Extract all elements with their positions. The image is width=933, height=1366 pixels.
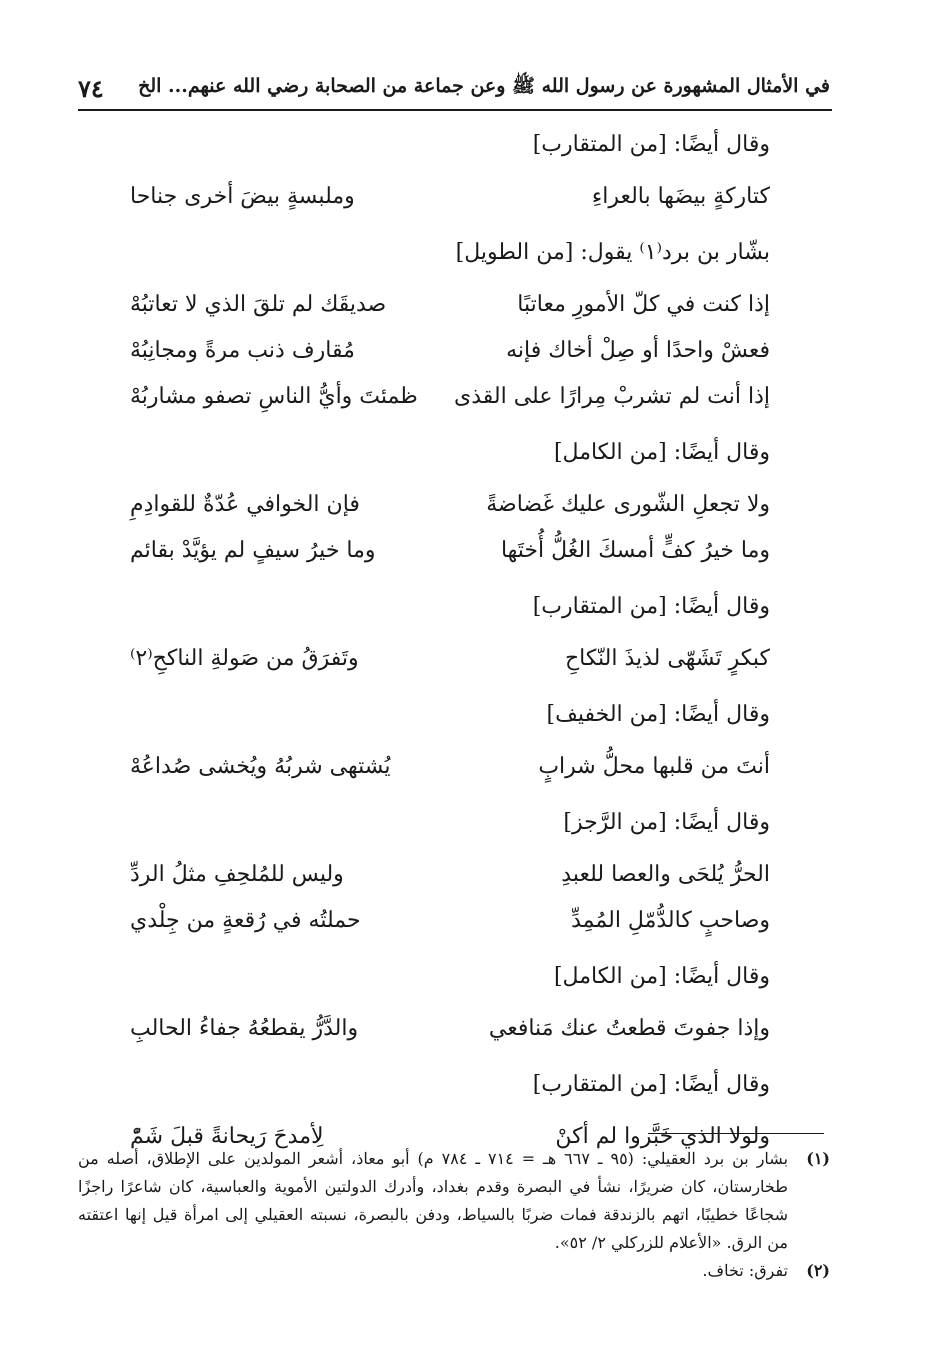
poem-intro: وقال أيضًا: [من الكامل] <box>553 440 770 465</box>
poem-intro: وقال أيضًا: [من الخفيف] <box>546 702 770 727</box>
poem-intro: وقال أيضًا: [من المتقارب] <box>532 1072 770 1097</box>
verse-second-hemistich: وليس للمُلحِفِ مثلُ الردِّ <box>130 862 344 887</box>
verse-first-hemistich: أنتَ من قلبها محلُّ شرابٍ <box>538 754 770 779</box>
verse-line <box>130 852 770 898</box>
header-divider <box>78 109 832 111</box>
verse-line <box>130 1006 770 1052</box>
verse-line <box>130 744 770 790</box>
verse-second-hemistich: وما خيرُ سيفٍ لم يؤيَّدْ بقائم <box>130 538 376 563</box>
verse-second-hemistich: يُشتهى شربُهُ ويُخشى صُداعُهْ <box>130 754 391 779</box>
poem-intro: وقال أيضًا: [من الرَّجز] <box>563 810 770 835</box>
poem-intro: وقال أيضًا: [من المتقارب] <box>532 594 770 619</box>
poem-block <box>130 800 770 944</box>
verse-second-hemistich: مُقارف ذنب مرةً ومجانِبُهْ <box>130 338 355 363</box>
footnote-text: تفرق: تخاف. <box>702 1261 788 1280</box>
verse-line <box>130 528 770 574</box>
verse-first-hemistich: وإذا جفوتَ قطعتُ عنك مَنافعي <box>488 1016 770 1041</box>
verse-first-hemistich: إذا أنت لم تشربْ مِرارًا على القذى <box>454 384 770 409</box>
verse-first-hemistich: إذا كنت في كلّ الأمورِ معاتبًا <box>517 292 770 317</box>
verse-second-hemistich: صديقَك لم تلقَ الذي لا تعاتبُهْ <box>130 292 387 317</box>
verse-second-hemistich: ظمئتَ وأيُّ الناسِ تصفو مشاربُهْ <box>130 384 418 409</box>
verse-first-hemistich: ولا تجعلِ الشّورى عليك غَضاضةً <box>486 492 770 517</box>
verse-first-hemistich: كبكرٍ تَشَهّى لذيذَ النّكاحِ <box>564 646 770 671</box>
verse-second-hemistich: لِأمدحَ رَيحانةً قبلَ شَمّْ <box>130 1124 324 1149</box>
poetry-content <box>130 122 770 1160</box>
verse-line <box>130 282 770 328</box>
poem-block <box>130 430 770 574</box>
verse-second-hemistich: حملتُه في رُقعةٍ من جِلْدي <box>130 908 361 933</box>
running-title: في الأمثال المشهورة عن رسول الله ﷺ وعن جماعة من الصحابة رضي الله عنهم... الخ <box>138 75 830 97</box>
verse-line <box>130 482 770 528</box>
footnote-number: (٢) <box>806 1261 830 1280</box>
verse-first-hemistich: وصاحبٍ كالدُّمّلِ المُمِدِّ <box>571 908 770 933</box>
poem-block <box>130 692 770 790</box>
page-number: ٧٤ <box>78 73 104 103</box>
footnote <box>78 1257 830 1285</box>
verse-line <box>130 374 770 420</box>
poem-block <box>130 122 770 220</box>
page-header <box>78 70 830 106</box>
verse-second-hemistich: فإن الخوافي عُدّةٌ للقوادِمِ <box>130 492 360 517</box>
verse-second-hemistich: وملبسةٍ بيضَ أخرى جناحا <box>130 184 355 209</box>
verse-line <box>130 636 770 682</box>
poem-block <box>130 954 770 1052</box>
poem-intro: بشّار بن برد⁽١⁾ يقول: [من الطويل] <box>455 240 770 265</box>
poem-intro: وقال أيضًا: [من المتقارب] <box>532 132 770 157</box>
poem-block <box>130 584 770 682</box>
poem-block <box>130 230 770 420</box>
verse-line <box>130 898 770 944</box>
footnote <box>78 1145 830 1257</box>
verse-second-hemistich: والدَّرُّ يقطعُهُ جفاءُ الحالبِ <box>130 1016 359 1041</box>
verse-first-hemistich: الحرُّ يُلحَى والعصا للعبدِ <box>561 862 770 887</box>
verse-first-hemistich: ولولا الذي خَبَّروا لم أكنْ <box>555 1124 770 1149</box>
verse-first-hemistich: كتاركةٍ بيضَها بالعراءِ <box>591 184 770 209</box>
verse-first-hemistich: وما خيرُ كفٍّ أمسكَ الغُلُّ أُختَها <box>500 538 770 563</box>
verse-line <box>130 174 770 220</box>
footnotes <box>78 1145 830 1285</box>
verse-first-hemistich: فعشْ واحدًا أو صِلْ أخاك فإنه <box>506 338 770 363</box>
footnote-text: بشار بن برد العقيلي: (٩٥ ـ ٦٦٧ هـ = ٧١٤ ـ ٧٨٤ م) أبو معاذ، أشعر المولدين على الإطلاق، أصله من طخارستان، كان ضريرًا، نشأ في البصرة وقدم بغداد، وأدرك الدولتين الأموية والعباسية، كان شاعرًا راجزًا شجاعًا خطيبًا، اتهم بالزندقة فمات ضربًا بالسياط، ودفن بالبصرة، نسبته العقيلي إلى امرأة قيل إنها اعتقته من الرق. «الأعلام للزركلي ٢/ ٥٢». <box>78 1149 789 1252</box>
verse-second-hemistich: وتَفرَقُ من صَولةِ الناكحِ⁽٢⁾ <box>130 646 359 671</box>
poem-intro: وقال أيضًا: [من الكامل] <box>553 964 770 989</box>
verse-line <box>130 328 770 374</box>
footnote-number: (١) <box>806 1149 830 1168</box>
footnote-divider <box>648 1133 824 1134</box>
